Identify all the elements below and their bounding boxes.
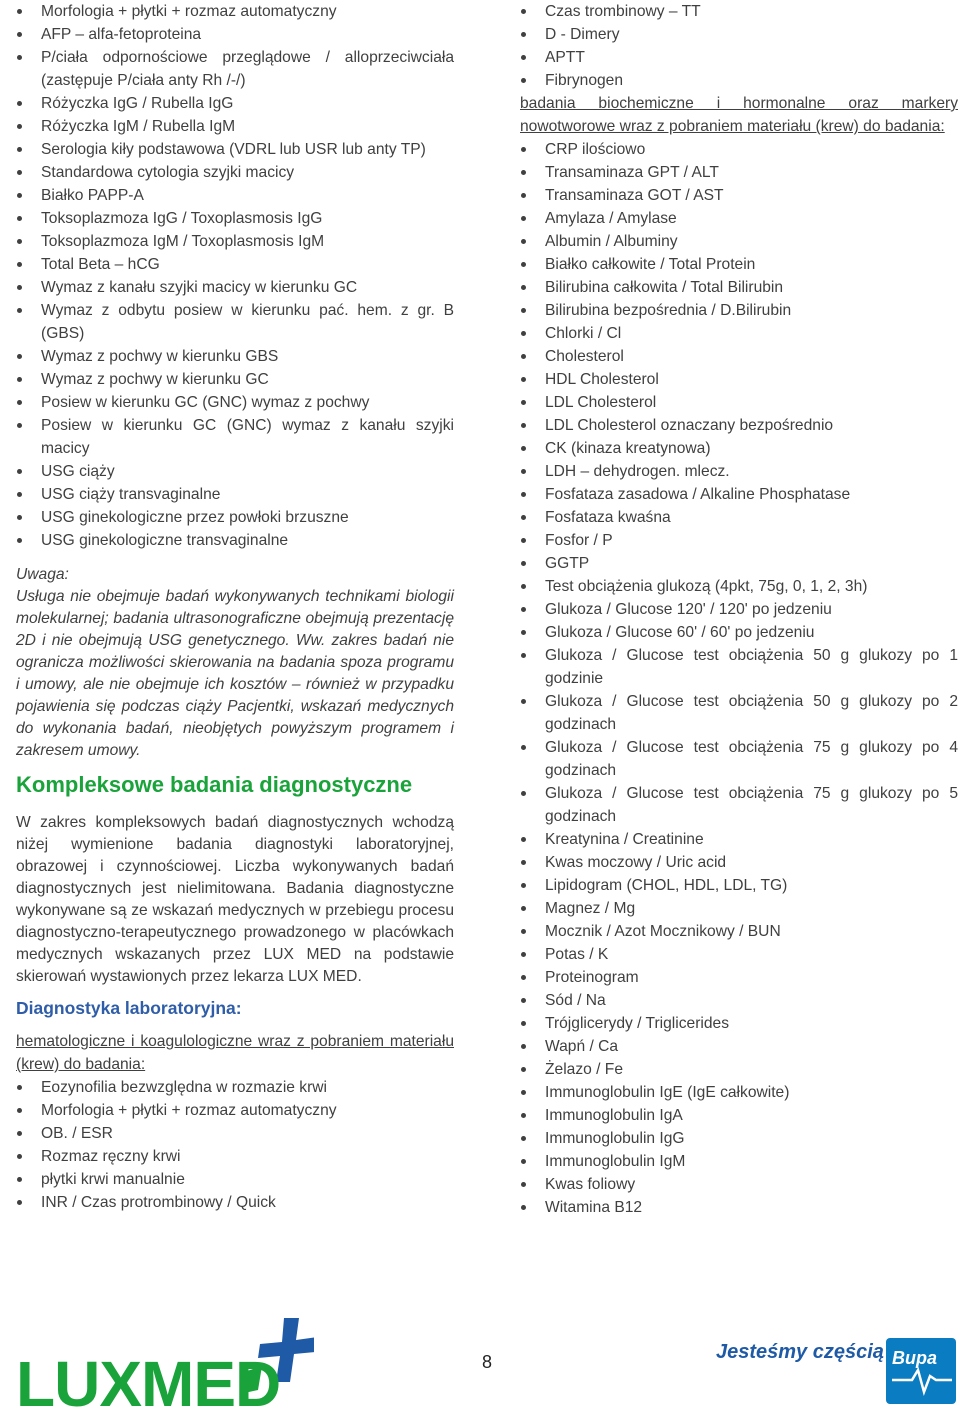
list-item: INR / Czas protrombinowy / Quick: [16, 1191, 454, 1214]
list-item: Test obciążenia glukozą (4pkt, 75g, 0, 1, 2, 3h): [520, 575, 958, 598]
list-item: Kwas moczowy / Uric acid: [520, 851, 958, 874]
luxmed-logo: [14, 1312, 314, 1412]
list-item: Fibrynogen: [520, 69, 958, 92]
list-item: Potas / K: [520, 943, 958, 966]
list-item: Fosfataza kwaśna: [520, 506, 958, 529]
test-list-coagulation: [520, 0, 958, 92]
luxmed-wordmark: LUXMED: [16, 1348, 281, 1412]
note-text: Usługa nie obejmuje badań wykonywanych technikami biologii molekularnej; badania ultrasonograficzne obejmują prezentację 2D i nie obejmują USG genetycznego. Ww. zakres badań nie ogranicza możliwości skierowania na badania spoza programu i umowy, ale nie obejmuje ich kosztów – również w przypadku pojawienia się podczas ciąży Pacjentki, wskazań medycznych do wykonania badań, nieobjętych powyższym programem i zakresem umowy.: [16, 588, 454, 759]
list-item: Czas trombinowy – TT: [520, 0, 958, 23]
list-item: Bilirubina całkowita / Total Bilirubin: [520, 276, 958, 299]
list-item: USG ginekologiczne przez powłoki brzuszne: [16, 506, 454, 529]
list-item: Transaminaza GPT / ALT: [520, 161, 958, 184]
biochemistry-heading: badania biochemiczne i hormonalne oraz markery nowotworowe wraz z pobraniem materiału (krew) do badania:: [520, 95, 958, 135]
list-item: Kreatynina / Creatinine: [520, 828, 958, 851]
list-item: USG ciąży: [16, 460, 454, 483]
list-item: Toksoplazmoza IgG / Toxoplasmosis IgG: [16, 207, 454, 230]
list-item: Albumin / Albuminy: [520, 230, 958, 253]
test-list-biochemistry: [520, 138, 958, 1219]
list-item: Wapń / Ca: [520, 1035, 958, 1058]
list-item: Immunoglobulin IgM: [520, 1150, 958, 1173]
list-item: Wymaz z pochwy w kierunku GBS: [16, 345, 454, 368]
section-intro: W zakres kompleksowych badań diagnostycznych wchodzą niżej wymienione badania diagnostyki laboratoryjnej, obrazowej i czynnościowej. Liczba wykonywanych badań diagnostycznych jest nielimitowana. Badania diagnostyczne wykonywane są ze wskazań medycznych w przebiegu procesu diagnostyczno-terapeutycznego prowadzonego w placówkach medycznych wskazanych przez LUX MED na podstawie skierowań wystawionych przez lekarza LUX MED.: [16, 814, 454, 985]
list-item: Amylaza / Amylase: [520, 207, 958, 230]
list-item: Wymaz z odbytu posiew w kierunku pać. hem. z gr. B (GBS): [16, 299, 454, 345]
list-item: LDL Cholesterol oznaczany bezpośrednio: [520, 414, 958, 437]
list-item: Sód / Na: [520, 989, 958, 1012]
list-item: CRP ilościowo: [520, 138, 958, 161]
list-item: Immunoglobulin IgG: [520, 1127, 958, 1150]
test-list-hematology: [16, 1076, 454, 1214]
list-item: GGTP: [520, 552, 958, 575]
list-item: Różyczka IgM / Rubella IgM: [16, 115, 454, 138]
list-item: Immunoglobulin IgE (IgE całkowite): [520, 1081, 958, 1104]
list-item: Glukoza / Glucose test obciążenia 75 g glukozy po 5 godzinach: [520, 782, 958, 828]
list-item: Transaminaza GOT / AST: [520, 184, 958, 207]
bupa-wordmark: Bupa: [892, 1348, 937, 1368]
list-item: USG ginekologiczne transvaginalne: [16, 529, 454, 552]
list-item: Posiew w kierunku GC (GNC) wymaz z kanału szyjki macicy: [16, 414, 454, 460]
list-item: Mocznik / Azot Mocznikowy / BUN: [520, 920, 958, 943]
list-item: Eozynofilia bezwzględna w rozmazie krwi: [16, 1076, 454, 1099]
list-item: Bilirubina bezpośrednia / D.Bilirubin: [520, 299, 958, 322]
list-item: Białko całkowite / Total Protein: [520, 253, 958, 276]
list-item: USG ciąży transvaginalne: [16, 483, 454, 506]
list-item: APTT: [520, 46, 958, 69]
list-item: Fosfataza zasadowa / Alkaline Phosphatase: [520, 483, 958, 506]
list-item: Magnez / Mg: [520, 897, 958, 920]
page-footer: [0, 1300, 960, 1422]
hematology-heading: hematologiczne i koagulologiczne wraz z pobraniem materiału (krew) do badania:: [16, 1033, 454, 1073]
list-item: P/ciała odpornościowe przeglądowe / alloprzeciwciała (zastępuje P/ciała anty Rh /-/): [16, 46, 454, 92]
note-label: Uwaga:: [16, 566, 69, 583]
bupa-slogan: Jesteśmy częścią: [716, 1341, 884, 1363]
page-number: 8: [481, 1352, 492, 1372]
list-item: D - Dimery: [520, 23, 958, 46]
list-item: Standardowa cytologia szyjki macicy: [16, 161, 454, 184]
list-item: płytki krwi manualnie: [16, 1168, 454, 1191]
list-item: OB. / ESR: [16, 1122, 454, 1145]
list-item: Rozmaz ręczny krwi: [16, 1145, 454, 1168]
list-item: Cholesterol: [520, 345, 958, 368]
subsection-title: Diagnostyka laboratoryjna:: [16, 998, 242, 1018]
list-item: Proteinogram: [520, 966, 958, 989]
list-item: Różyczka IgG / Rubella IgG: [16, 92, 454, 115]
list-item: Kwas foliowy: [520, 1173, 958, 1196]
list-item: Chlorki / Cl: [520, 322, 958, 345]
list-item: HDL Cholesterol: [520, 368, 958, 391]
list-item: Morfologia + płytki + rozmaz automatyczny: [16, 1099, 454, 1122]
list-item: CK (kinaza kreatynowa): [520, 437, 958, 460]
list-item: Glukoza / Glucose test obciążenia 50 g glukozy po 2 godzinach: [520, 690, 958, 736]
bupa-logo: [716, 1336, 958, 1408]
list-item: Glukoza / Glucose 60' / 60' po jedzeniu: [520, 621, 958, 644]
list-item: Trójglicerydy / Triglicerides: [520, 1012, 958, 1035]
list-item: Żelazo / Fe: [520, 1058, 958, 1081]
section-title: Kompleksowe badania diagnostyczne: [16, 772, 413, 797]
list-item: Posiew w kierunku GC (GNC) wymaz z pochwy: [16, 391, 454, 414]
list-item: Witamina B12: [520, 1196, 958, 1219]
list-item: LDH – dehydrogen. mlecz.: [520, 460, 958, 483]
list-item: Glukoza / Glucose test obciążenia 75 g glukozy po 4 godzinach: [520, 736, 958, 782]
list-item: Immunoglobulin IgA: [520, 1104, 958, 1127]
list-item: Fosfor / P: [520, 529, 958, 552]
list-item: Wymaz z kanału szyjki macicy w kierunku GC: [16, 276, 454, 299]
right-column: [520, 0, 958, 1219]
list-item: Serologia kiły podstawowa (VDRL lub USR lub anty TP): [16, 138, 454, 161]
list-item: Morfologia + płytki + rozmaz automatyczny: [16, 0, 454, 23]
list-item: Białko PAPP-A: [16, 184, 454, 207]
list-item: AFP – alfa-fetoproteina: [16, 23, 454, 46]
list-item: Wymaz z pochwy w kierunku GC: [16, 368, 454, 391]
left-column: [16, 0, 454, 1214]
list-item: Lipidogram (CHOL, HDL, LDL, TG): [520, 874, 958, 897]
test-list-pregnancy: [16, 0, 454, 552]
list-item: Toksoplazmoza IgM / Toxoplasmosis IgM: [16, 230, 454, 253]
list-item: Total Beta – hCG: [16, 253, 454, 276]
list-item: LDL Cholesterol: [520, 391, 958, 414]
list-item: Glukoza / Glucose test obciążenia 50 g glukozy po 1 godzinie: [520, 644, 958, 690]
note-block: [16, 564, 454, 762]
list-item: Glukoza / Glucose 120' / 120' po jedzeniu: [520, 598, 958, 621]
